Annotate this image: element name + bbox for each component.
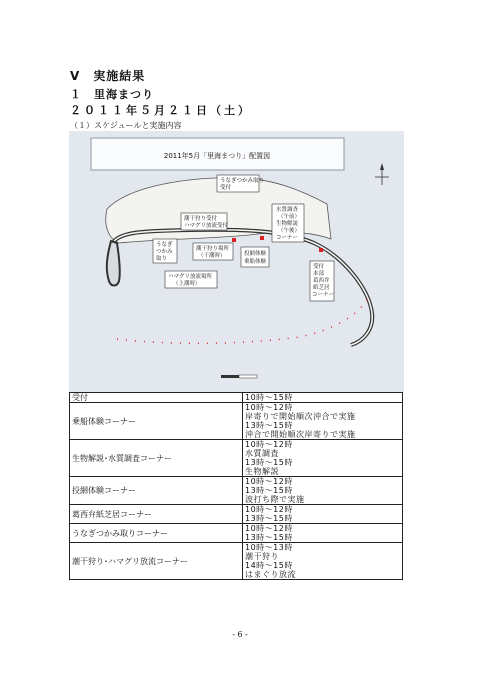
corner-times bbox=[243, 403, 403, 440]
scale-bar bbox=[221, 375, 257, 378]
svg-text:うなぎ: うなぎ bbox=[156, 242, 173, 248]
time-line: 13時～15時 bbox=[245, 514, 293, 523]
corner-name: 受付 bbox=[70, 393, 243, 403]
svg-text:水質調査: 水質調査 bbox=[276, 207, 299, 213]
svg-text:つかみ: つかみ bbox=[156, 249, 173, 255]
time-line: 10時～12時 bbox=[245, 403, 293, 412]
corner-name: 乗船体験コーナー bbox=[70, 403, 243, 440]
schedule-row bbox=[70, 393, 403, 403]
corner-name: 投網体験コーナー bbox=[70, 477, 243, 505]
label-unagi-uketsuke bbox=[217, 175, 264, 192]
time-line: はまぐり放流 bbox=[245, 570, 296, 579]
svg-text:潮干狩り場所: 潮干狩り場所 bbox=[196, 246, 230, 252]
svg-text:コーナー: コーナー bbox=[276, 235, 299, 241]
label-suishitsu bbox=[272, 204, 304, 242]
svg-text:（干潮時）: （干潮時） bbox=[198, 253, 226, 259]
time-line: 13時～15時 bbox=[245, 533, 293, 542]
time-line: 10時～12時 bbox=[245, 440, 293, 449]
label-unagi-tsukamidori bbox=[153, 239, 177, 263]
schedule-table bbox=[69, 392, 403, 580]
label-hamaguri-houryu bbox=[165, 271, 217, 288]
svg-text:ハマグリ放流受付: ハマグリ放流受付 bbox=[184, 223, 229, 229]
time-line: 10時～12時 bbox=[245, 505, 293, 514]
time-line: 10時～13時 bbox=[245, 543, 293, 552]
corner-times bbox=[243, 393, 403, 403]
layout-map bbox=[69, 131, 404, 392]
marker-toami bbox=[260, 236, 264, 240]
time-line: 波打ち際で実施 bbox=[245, 495, 305, 504]
time-line: 14時～15時 bbox=[245, 561, 293, 570]
svg-text:（午前）: （午前） bbox=[278, 214, 301, 220]
corner-name: うなぎつかみ取りコーナー bbox=[70, 524, 243, 543]
svg-text:ハマグリ放流場所: ハマグリ放流場所 bbox=[168, 274, 213, 280]
svg-text:コーナー: コーナー bbox=[312, 292, 335, 298]
label-uketsuke-honbu bbox=[310, 261, 334, 301]
page-number: - 6 - bbox=[232, 630, 248, 639]
time-line: 水質調査 bbox=[245, 449, 279, 458]
svg-text:受付: 受付 bbox=[220, 185, 232, 191]
time-line: 13時～15時 bbox=[245, 421, 293, 430]
corner-times bbox=[243, 477, 403, 505]
breakwater bbox=[107, 241, 120, 286]
subsection-heading: １ 里海まつり bbox=[70, 88, 154, 101]
time-line: 潮干狩り bbox=[245, 552, 279, 561]
corner-times bbox=[243, 543, 403, 580]
corner-times bbox=[243, 440, 403, 477]
time-line: 10時～15時 bbox=[245, 393, 293, 402]
svg-text:潮干狩り受付: 潮干狩り受付 bbox=[184, 216, 218, 222]
svg-text:うなぎつかみ取り: うなぎつかみ取り bbox=[220, 178, 265, 184]
time-line: 13時～15時 bbox=[245, 486, 293, 495]
time-line: 10時～12時 bbox=[245, 477, 293, 486]
svg-text:（上潮時）: （上潮時） bbox=[173, 281, 201, 287]
svg-text:投網体験: 投網体験 bbox=[244, 251, 267, 257]
schedule-row bbox=[70, 477, 403, 505]
corner-name: 生物解説･水質調査コーナー bbox=[70, 440, 243, 477]
svg-text:取り: 取り bbox=[156, 256, 168, 262]
corner-times bbox=[243, 505, 403, 524]
svg-text:紙芝居: 紙芝居 bbox=[313, 285, 330, 291]
time-line: 13時～15時 bbox=[245, 458, 293, 467]
time-line: 沖合で開始順次岸寄りで実施 bbox=[245, 430, 356, 439]
schedule-row bbox=[70, 403, 403, 440]
schedule-row bbox=[70, 543, 403, 580]
svg-text:葛西弁: 葛西弁 bbox=[313, 278, 330, 284]
svg-text:生物解説: 生物解説 bbox=[276, 221, 299, 227]
corner-times bbox=[243, 524, 403, 543]
time-line: 生物解説 bbox=[245, 467, 279, 476]
svg-text:（午後）: （午後） bbox=[278, 228, 301, 234]
svg-text:乗船体験: 乗船体験 bbox=[244, 259, 267, 265]
label-shiohigari-basho bbox=[193, 243, 233, 260]
marker-shiohigari bbox=[232, 238, 236, 242]
section-heading: Ⅴ 実施結果 bbox=[70, 69, 146, 83]
schedule-row bbox=[70, 505, 403, 524]
svg-text:受付: 受付 bbox=[313, 264, 325, 270]
map-title: 2011年5月「里海まつり」配置図 bbox=[163, 152, 271, 160]
svg-text:本部: 本部 bbox=[313, 271, 325, 277]
event-date: ２０１１年５月２１日（土） bbox=[70, 104, 252, 117]
schedule-row bbox=[70, 524, 403, 543]
label-shiohigari-uketsuke bbox=[181, 213, 229, 230]
item-heading: （１）スケジュールと実施内容 bbox=[70, 121, 182, 130]
schedule-row bbox=[70, 440, 403, 477]
corner-name: 潮干狩り･ハマグリ放流コーナー bbox=[70, 543, 243, 580]
time-line: 10時～12時 bbox=[245, 524, 293, 533]
time-line: 岸寄りで開始順次沖合で実施 bbox=[245, 412, 356, 421]
label-toami-taiken bbox=[241, 247, 269, 267]
marker-honbu bbox=[319, 248, 323, 252]
corner-name: 葛西弁紙芝居コーナー bbox=[70, 505, 243, 524]
